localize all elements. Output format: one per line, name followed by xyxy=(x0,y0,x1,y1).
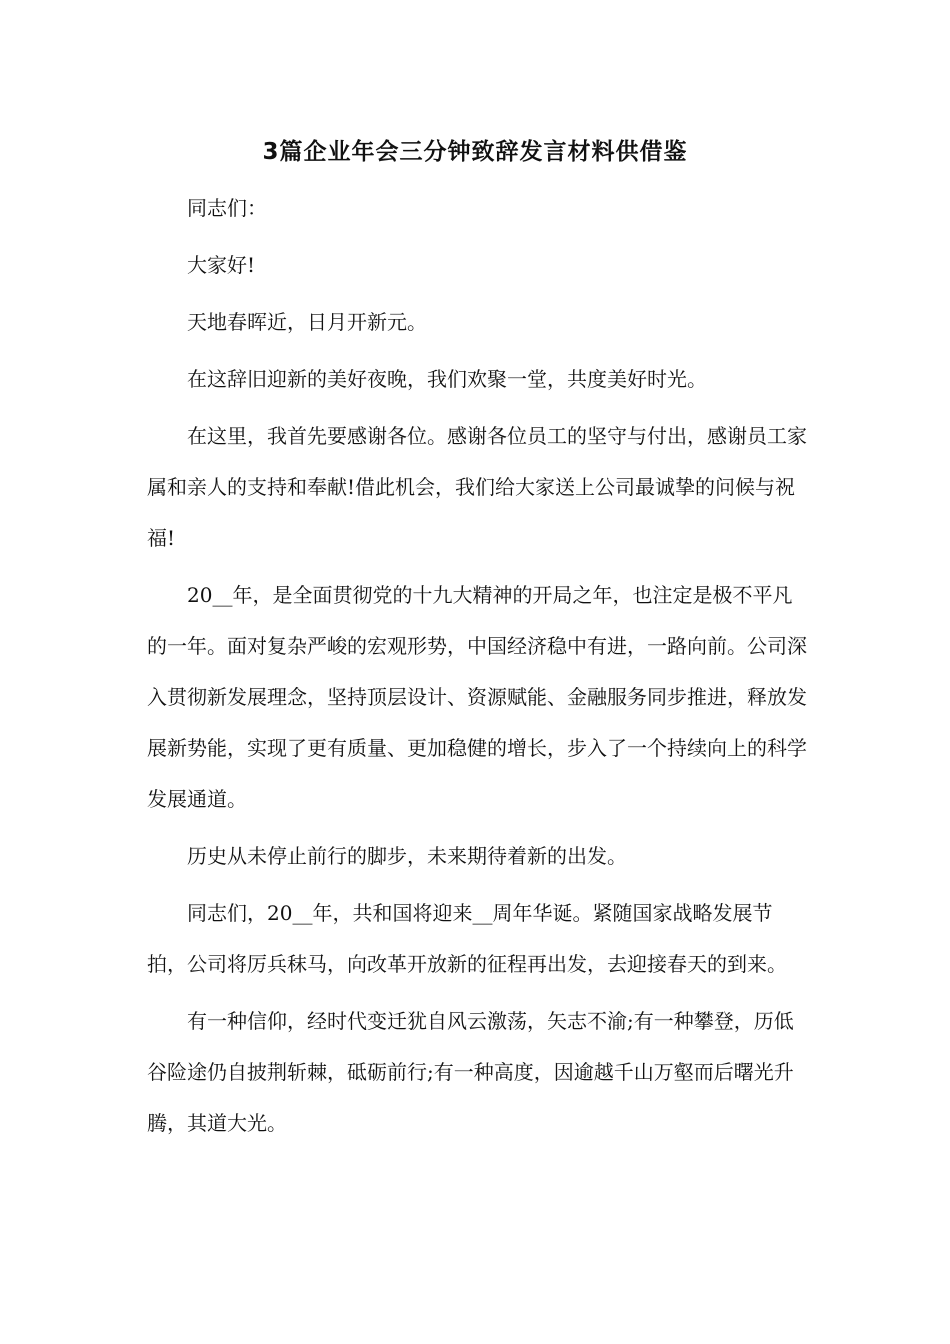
document-title: 3篇企业年会三分钟致辞发言材料供借鉴 xyxy=(262,139,688,165)
paragraph: 20__年，是全面贯彻党的十九大精神的开局之年，也注定是极不平凡的一年。面对复杂严峻的宏观形势，中国经济稳中有进，一路向前。公司深入贯彻新发展理念，坚持顶层设计、资源赋能、金融服务同步推进，释放发展新势能，实现了更有质量、更加稳健的增长，步入了一个持续向上的科学发展通道。 xyxy=(147,583,807,811)
paragraph-greeting: 大家好! xyxy=(187,253,256,277)
paragraph: 在这里，我首先要感谢各位。感谢各位员工的坚守与付出，感谢员工家属和亲人的支持和奉献!借此机会，我们给大家送上公司最诚挚的问候与祝福! xyxy=(147,424,807,550)
paragraph: 在这辞旧迎新的美好夜晚，我们欢聚一堂，共度美好时光。 xyxy=(187,367,707,391)
paragraph: 有一种信仰，经时代变迁犹自风云激荡，矢志不渝;有一种攀登，历低谷险途仍自披荆斩棘，砥砺前行;有一种高度，因逾越千山万壑而后曙光升腾，其道大光。 xyxy=(147,1009,794,1135)
paragraph: 同志们，20__年，共和国将迎来__周年华诞。紧随国家战略发展节拍，公司将厉兵秣马，向改革开放新的征程再出发，去迎接春天的到来。 xyxy=(147,901,787,976)
paragraph: 天地春晖近，日月开新元。 xyxy=(187,310,427,334)
paragraph-salutation: 同志们： xyxy=(187,196,267,220)
document-body xyxy=(147,183,807,1155)
paragraph: 历史从未停止前行的脚步，未来期待着新的出发。 xyxy=(187,844,627,868)
